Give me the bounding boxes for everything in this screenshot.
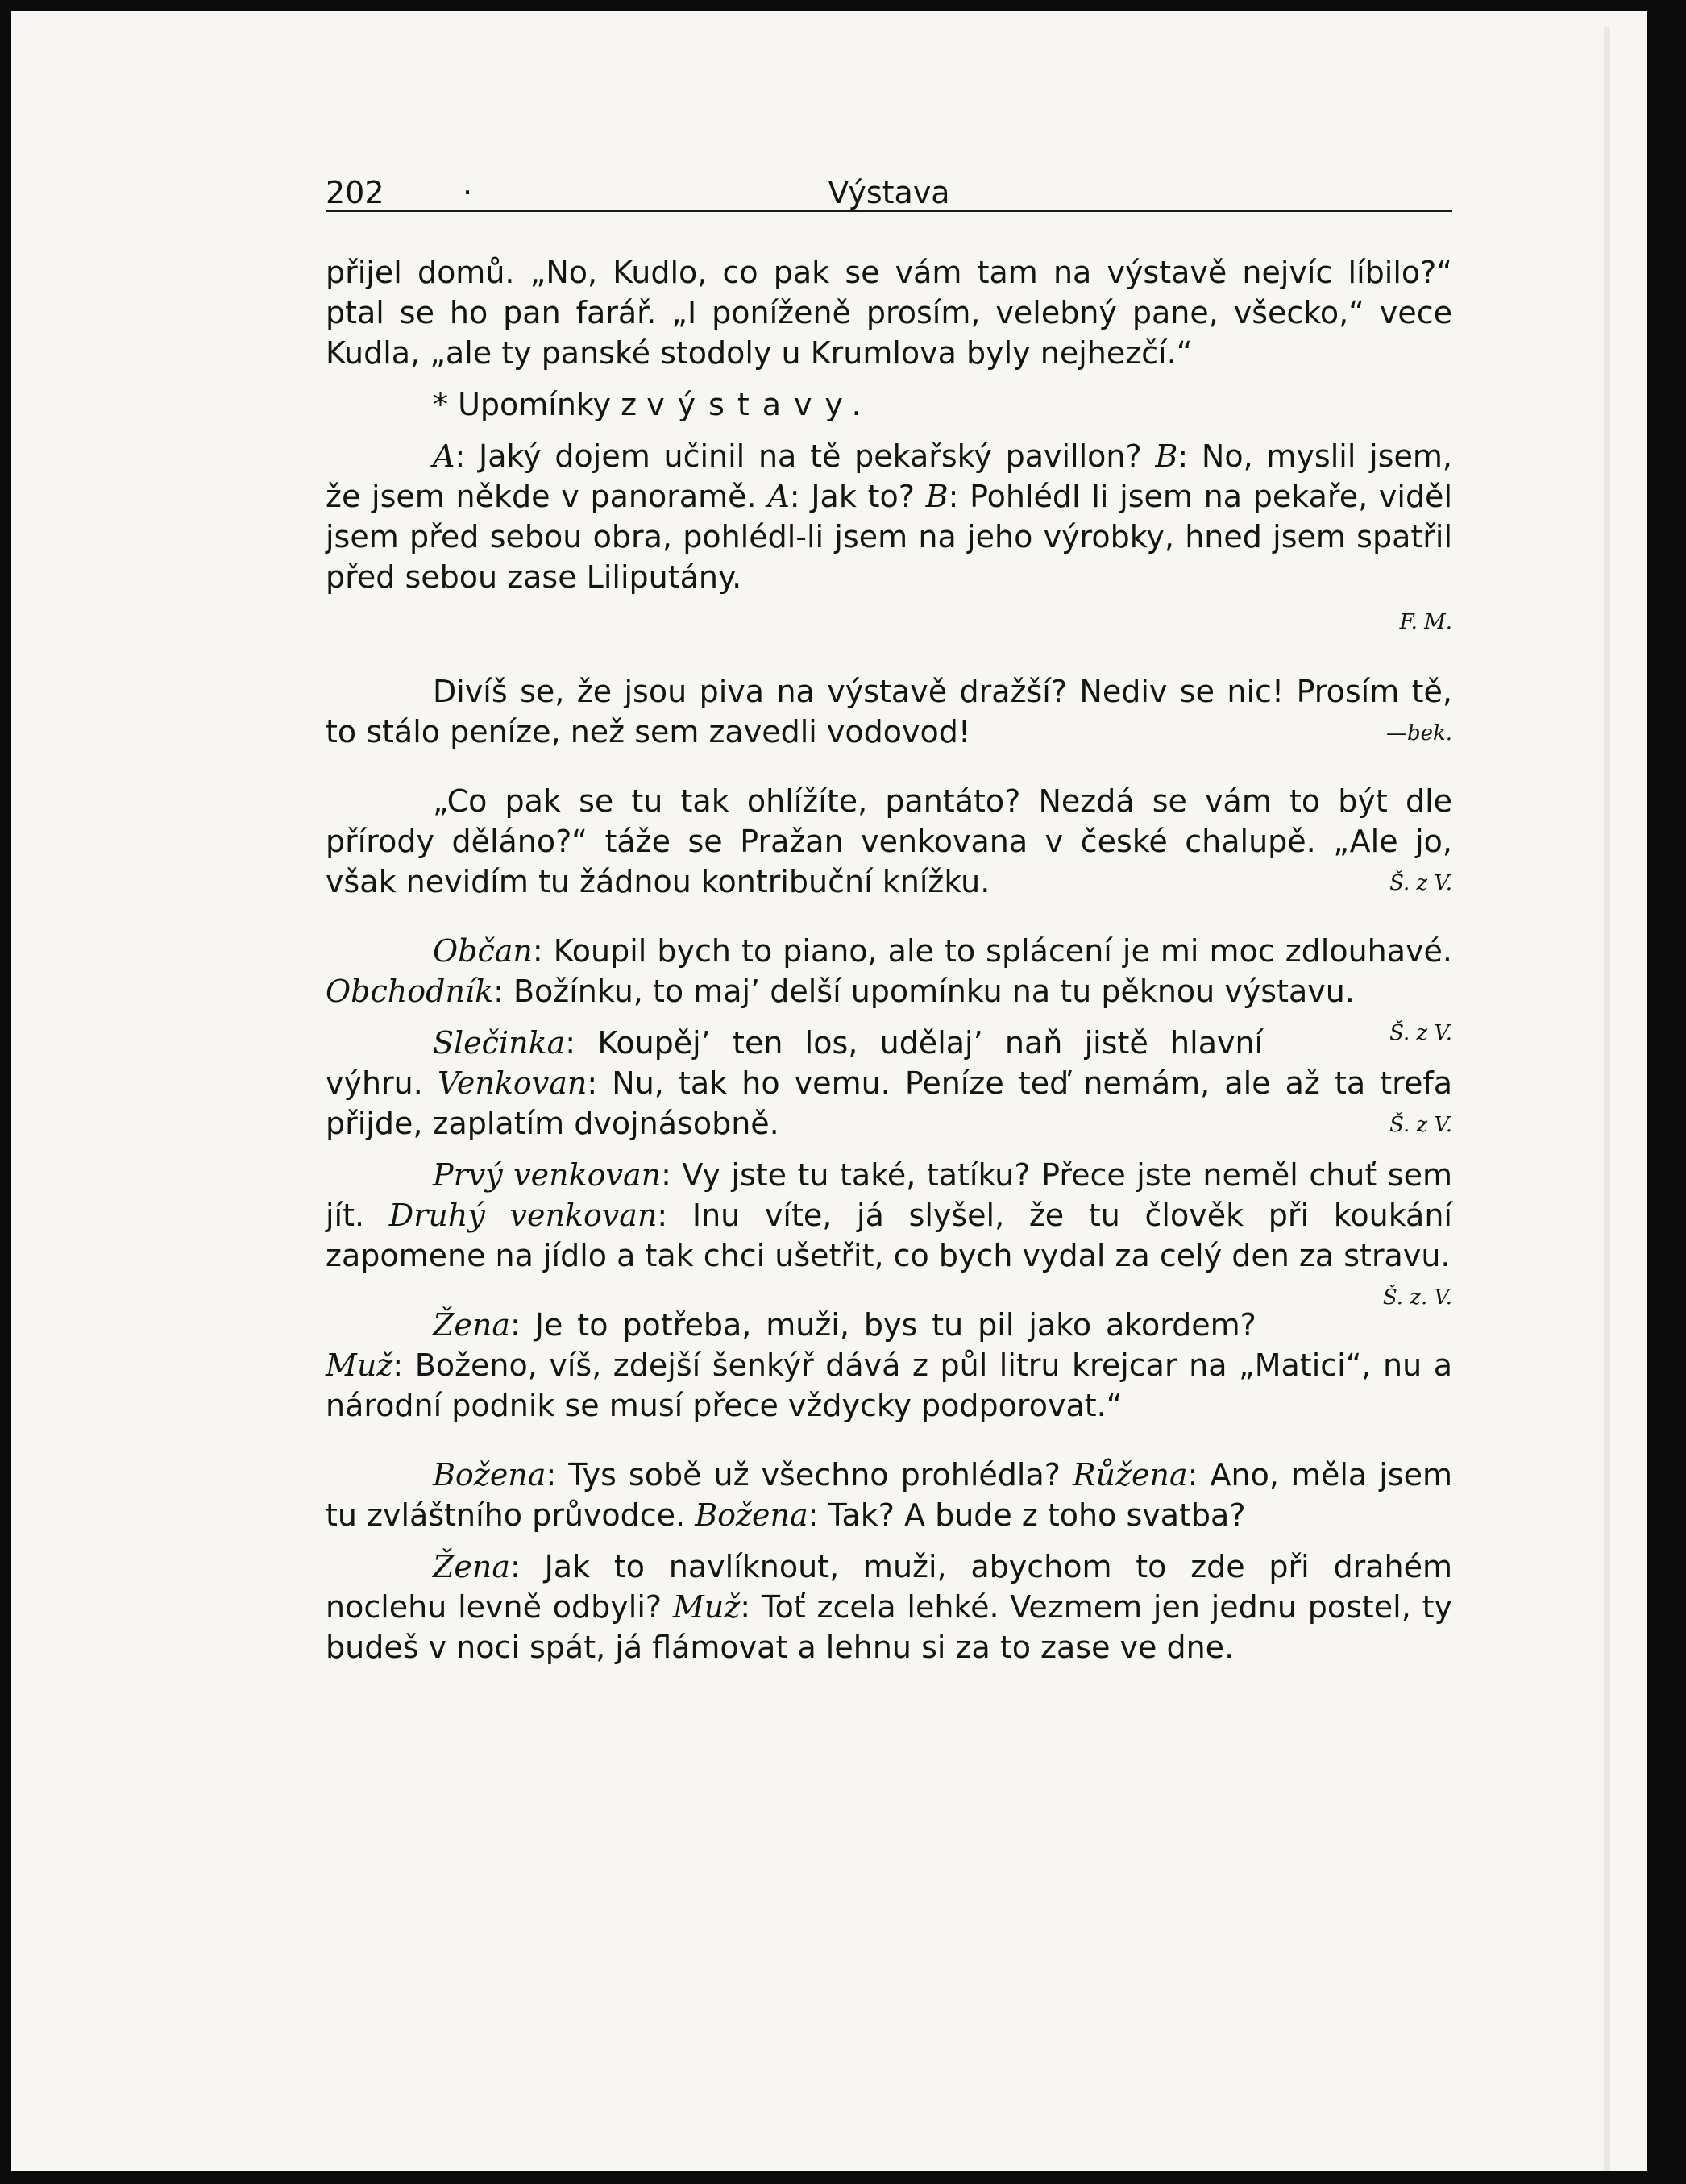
dialogue-text: : Božínku, to maj’ delší upomínku na tu pěknou výstavu.	[493, 974, 1355, 1009]
dialogue-text: : No, myslil jsem, že jsem někde v panoramě.	[326, 438, 1452, 514]
speaker-label: Muž	[326, 1347, 393, 1383]
scanned-page	[11, 11, 1647, 2171]
paragraph-11	[326, 1547, 1452, 1667]
dialogue-text: : Jak to navlíknout, muži, abychom to zde při drahém noclehu levně odbyli?	[326, 1549, 1452, 1625]
signature: Š. z V.	[1389, 1113, 1452, 1137]
dialogue-text: : Tak? A bude z toho svatba?	[808, 1497, 1246, 1533]
speaker-label: Božena	[695, 1497, 808, 1533]
speaker-label: Božena	[433, 1457, 546, 1493]
speaker-label: Žena	[433, 1549, 511, 1584]
dialogue-text: : Nu, tak ho vemu. Peníze teď nemám, ale až ta trefa přijde, zaplatím dvojnásobně.	[326, 1065, 1452, 1141]
paragraph-8	[326, 1155, 1452, 1310]
dialogue-text: : Inu víte, já slyšel, že tu člověk při koukání zapomene na jídlo a tak chci ušetřit, co bych vydal za celý den za stravu.	[326, 1198, 1452, 1273]
speaker-label: Žena	[433, 1307, 511, 1343]
paragraph-text: „Co pak se tu tak ohlížíte, pantáto? Nezdá se vám to být dle přírody děláno?“ táže se Pražan venkovana v české chalupě. „Ale jo, však nevidím tu žádnou kontribuční knížku.	[326, 783, 1452, 899]
speaker-label: Obchodník	[326, 974, 494, 1009]
speaker-label: A	[767, 479, 790, 514]
spacer	[326, 913, 1452, 931]
speaker-label: B	[1155, 438, 1178, 474]
speaker-label: Občan	[433, 933, 533, 969]
dialogue-text: : Boženo, víš, zdejší šenkýř dává z půl litru krejcar na „Matici“, nu a národní podnik se musí přece vždycky podporovat.“	[326, 1347, 1452, 1423]
speaker-label: Venkovan	[437, 1065, 588, 1101]
dialogue-text: : Koupěj’ ten los, udělaj’ naň jistě hlavní výhru.	[326, 1025, 1264, 1101]
speaker-label: A	[433, 438, 455, 474]
section-title-text: Upomínky z	[458, 387, 637, 422]
dialogue-text: : Tys sobě už všechno prohlédla?	[546, 1457, 1073, 1493]
dialogue-text: : Koupil bych to piano, ale to splácení je mi moc zdlouhavé.	[532, 933, 1452, 969]
speaker-label: Slečinka	[433, 1025, 566, 1061]
asterisk-icon: *	[433, 387, 448, 422]
paragraph-9	[326, 1305, 1452, 1426]
paragraph-5	[326, 781, 1452, 902]
dialogue-text: : Jak to?	[789, 479, 926, 514]
running-title: Výstava	[828, 175, 950, 210]
speaker-label: B	[925, 479, 949, 514]
signature: Š. z V.	[1389, 1021, 1452, 1045]
section-title	[326, 384, 1452, 425]
signature: Š. z V.	[1389, 871, 1452, 895]
signature: F. M.	[1399, 610, 1452, 634]
paragraph-4	[326, 671, 1452, 752]
header-dot: ·	[463, 175, 473, 210]
page-edge-strip	[1604, 27, 1610, 2171]
signature: —bek.	[1385, 721, 1452, 745]
scan-border	[1654, 0, 1686, 2184]
spacer	[326, 654, 1452, 671]
dialogue-text: : Pohlédl li jsem na pekaře, viděl jsem před sebou obra, pohlédl-li jsem na jeho výrobky, hned jsem spatřil před sebou zase Liliputány.	[326, 479, 1452, 595]
section-title-spaced: výstavy.	[646, 387, 874, 422]
paragraph-text: přijel domů. „No, Kudlo, co pak se vám tam na výstavě nejvíc líbilo?“ ptal se ho pan farář. „I poníženě prosím, velebný pane, všecko,“ vece Kudla, „ale ty panské stodoly u Krumlova byly nejhezčí.“	[326, 255, 1452, 371]
text-block	[326, 164, 1452, 1679]
speaker-label: Růžena	[1072, 1457, 1188, 1493]
dialogue-text: : Vy jste tu také, tatíku? Přece jste neměl chuť sem jít.	[326, 1157, 1452, 1233]
signature: Š. z. V.	[1382, 1285, 1452, 1310]
paragraph-1	[326, 252, 1452, 373]
page-header	[326, 164, 1452, 212]
spacer	[326, 763, 1452, 781]
dialogue-text: : Jaký dojem učinil na tě pekařský pavillon?	[455, 438, 1156, 474]
dialogue-text: : Ano, měla jsem tu zvláštního průvodce.	[326, 1457, 1452, 1533]
paragraph-text: Divíš se, že jsou piva na výstavě dražší? Nediv se nic! Prosím tě, to stálo peníze, než sem zavedli vodovod!	[326, 674, 1452, 749]
speaker-label: Prvý venkovan	[433, 1157, 662, 1193]
speaker-label: Druhý venkovan	[388, 1198, 658, 1233]
page-number: 202	[326, 175, 384, 210]
paragraph-3	[326, 436, 1452, 597]
dialogue-text: : Je to potřeba, muži, bys tu pil jako akordem?	[510, 1307, 1256, 1343]
paragraph-10	[326, 1455, 1452, 1535]
spacer	[326, 1437, 1452, 1455]
speaker-label: Muž	[672, 1589, 741, 1625]
dialogue-text: : Toť zcela lehké. Vezmem jen jednu postel, ty budeš v noci spát, já flámovat a lehnu si za to zase ve dne.	[326, 1589, 1452, 1665]
